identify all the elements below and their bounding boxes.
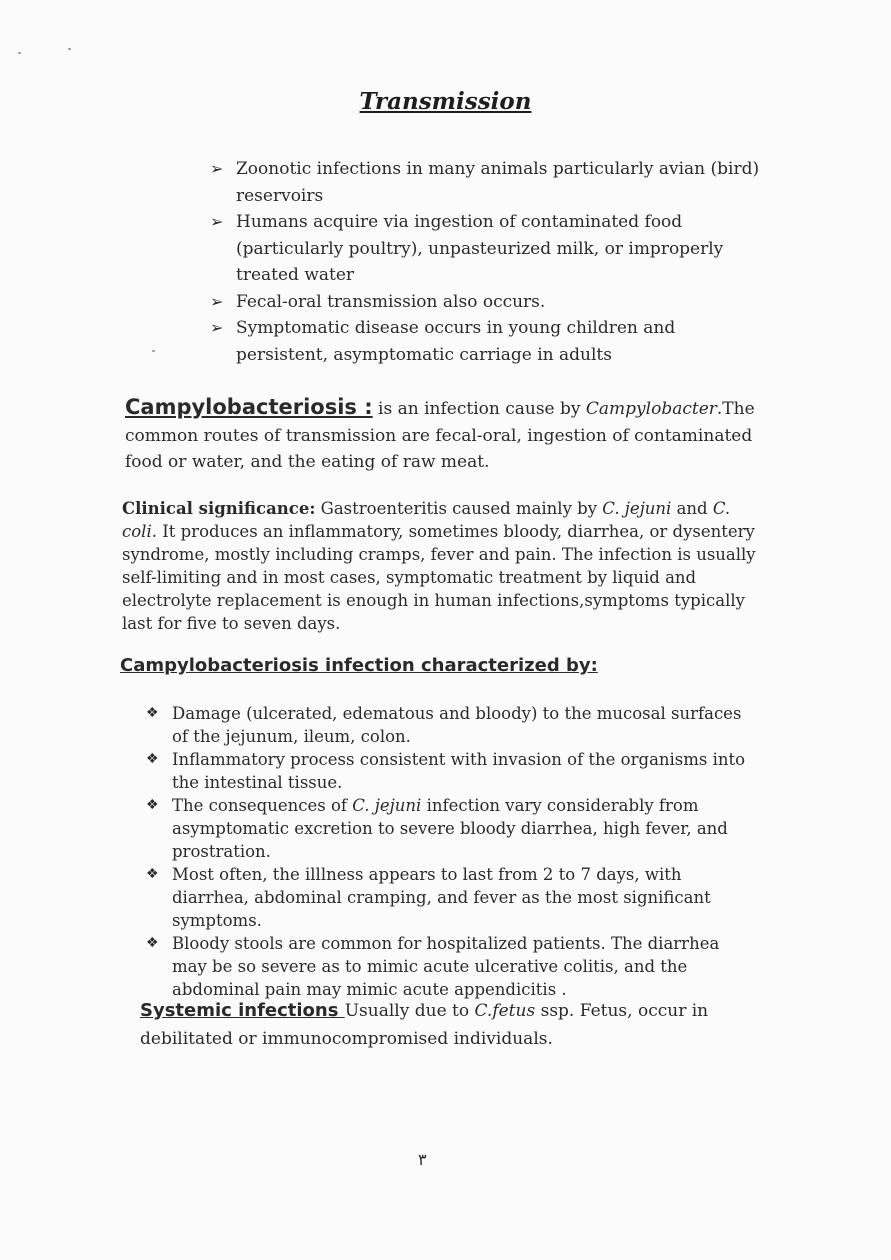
list-item: ❖ The consequences of C. jejuni infection vary considerably from asymptomatic excretion to severe bloody diarrhea, high fever, and prostration.: [146, 796, 728, 861]
systemic-infections-heading: Systemic infections: [140, 1000, 345, 1021]
campylobacteriosis-heading: Campylobacteriosis :: [125, 395, 373, 419]
transmission-list: [210, 156, 770, 368]
arrow-bullet-icon: ➢: [210, 212, 224, 231]
clinical-significance-heading: Clinical significance:: [122, 499, 316, 518]
list-item: ❖ Inflammatory process consistent with invasion of the organisms into the intestinal tissue.: [146, 750, 746, 792]
list-item: ❖ Bloody stools are common for hospitalized patients. The diarrhea may be so severe as to mimic acute ulcerative colitis, and the abdominal pain may mimic acute appendicitis .: [146, 934, 720, 999]
characterized-heading: Campylobacteriosis infection characterized by:: [120, 655, 598, 676]
page-title: Transmission: [359, 88, 532, 115]
diamond-bullet-icon: ❖: [146, 751, 159, 767]
diamond-bullet-icon: ❖: [146, 866, 159, 882]
arrow-bullet-icon: ➢: [210, 159, 224, 178]
scan-speck: [18, 52, 21, 54]
list-item: ❖ Most often, the illlness appears to last from 2 to 7 days, with diarrhea, abdominal cramping, and fever as the most significant symptoms.: [146, 865, 711, 930]
scan-speck: [152, 350, 155, 352]
list-item: ➢ Fecal-oral transmission also occurs.: [210, 289, 770, 316]
list-item: ➢ Symptomatic disease occurs in young children and persistent, asymptomatic carriage in adults: [210, 315, 770, 368]
systemic-infections-paragraph: Systemic infections Usually due to C.fetus ssp. Fetus, occur in debilitated or immunocompromised individuals.: [140, 1000, 709, 1049]
diamond-bullet-icon: ❖: [146, 705, 159, 721]
scan-speck: [68, 48, 71, 50]
arrow-bullet-icon: ➢: [210, 318, 224, 337]
campylobacteriosis-paragraph: Campylobacteriosis : is an infection cause by Campylobacter.The common routes of transmission are fecal-oral, ingestion of contaminated food or water, and the eating of raw meat.: [125, 395, 755, 472]
arrow-bullet-icon: ➢: [210, 291, 224, 311]
list-item: ❖ Damage (ulcerated, edematous and bloody) to the mucosal surfaces of the jejunum, ileum, colon.: [146, 704, 742, 746]
characteristics-list: [146, 702, 756, 1001]
list-item: ➢ Zoonotic infections in many animals particularly avian (bird) reservoirs: [210, 156, 770, 209]
list-item: ➢ Humans acquire via ingestion of contaminated food (particularly poultry), unpasteurized milk, or improperly treated water: [210, 209, 770, 289]
diamond-bullet-icon: ❖: [146, 797, 159, 813]
clinical-significance-paragraph: Clinical significance: Gastroenteritis caused mainly by C. jejuni and C. coli. It produces an inflammatory, sometimes bloody, diarrhea, or dysentery syndrome, mostly including cramps, fever and pain. The infection is usually self-limiting and in most cases, symptomatic treatment by liquid and electrolyte replacement is enough in human infections,symptoms typically last for five to seven days.: [122, 499, 756, 633]
page-number: ٣: [418, 1150, 427, 1169]
diamond-bullet-icon: ❖: [146, 935, 159, 951]
